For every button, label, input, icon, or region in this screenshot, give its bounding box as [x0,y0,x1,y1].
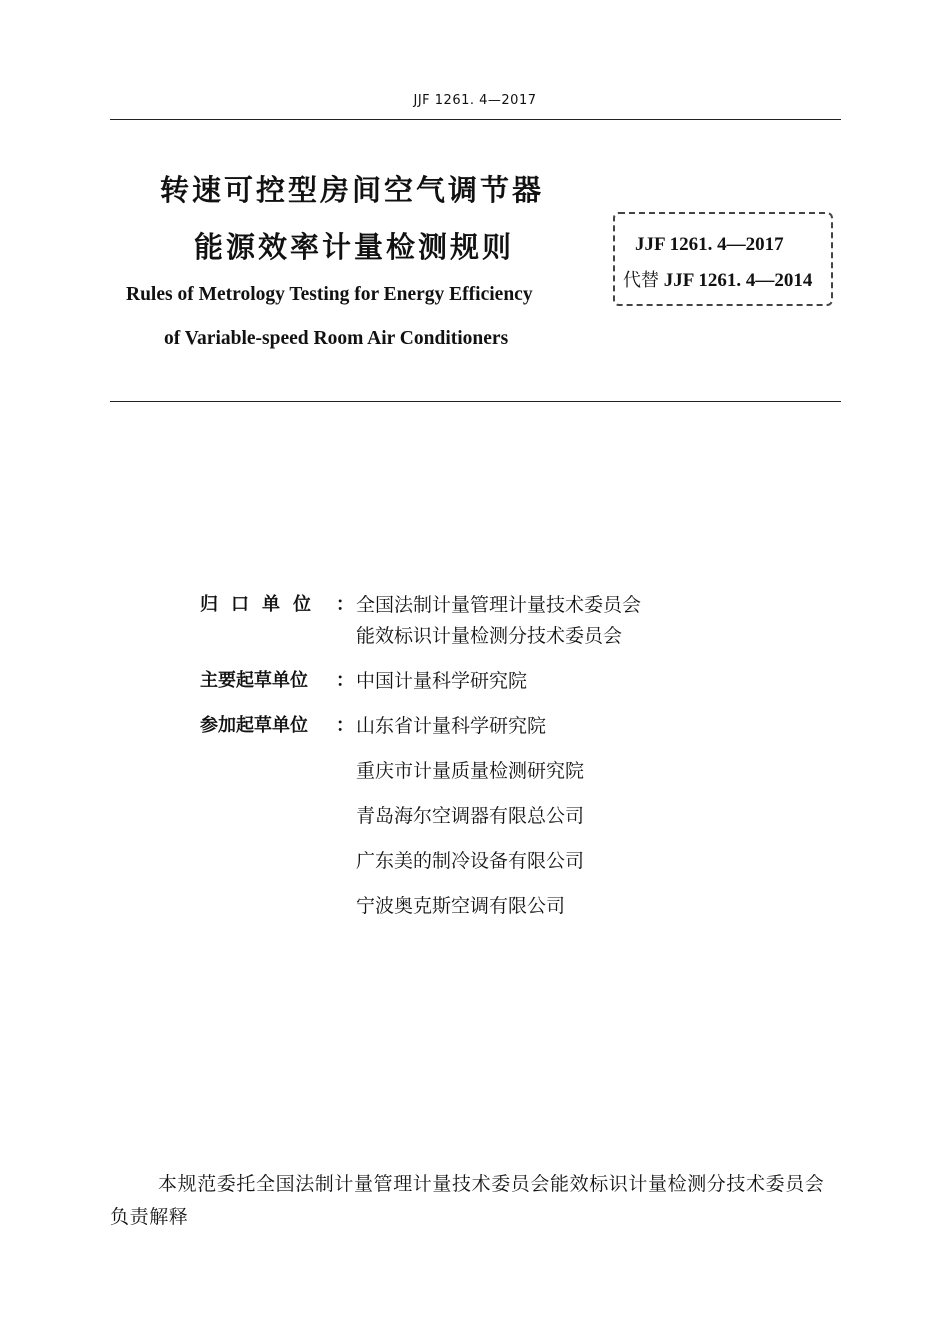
centralized-unit-value: 全国法制计量管理计量技术委员会 [356,594,642,616]
participating-unit-value: 山东省计量科学研究院 [356,715,547,737]
main-drafting-unit-value: 中国计量科学研究院 [356,670,528,692]
title-english-line-2: of Variable-speed Room Air Conditioners [164,328,509,349]
label-colon: ： [336,670,354,691]
participating-unit-value: 宁波奥克斯空调有限公司 [356,895,566,917]
replaces-prefix: 代替 [623,270,659,291]
main-drafting-unit-label: 主要起草单位 [200,670,308,691]
participating-drafting-unit-label: 参加起草单位 [200,715,308,736]
header-standard-code: JJF 1261. 4—2017 [413,93,537,108]
centralized-unit-label: 归口单位 [200,594,324,615]
label-colon: ： [336,715,354,736]
standard-code-box [613,212,833,306]
participating-unit-value: 广东美的制冷设备有限公司 [356,850,585,872]
replaced-code: JJF 1261. 4—2014 [663,270,813,291]
standard-code: JJF 1261. 4—2017 [635,234,784,255]
title-chinese-line-2: 能源效率计量检测规则 [194,230,515,264]
label-colon: ： [336,594,354,615]
participating-unit-value: 青岛海尔空调器有限总公司 [356,805,585,827]
title-chinese-line-1: 转速可控型房间空气调节器 [160,173,545,207]
header-rule [110,119,841,120]
title-bottom-rule [110,401,841,402]
replaces-code-line [623,266,812,292]
centralized-unit-value: 能效标识计量检测分技术委员会 [356,625,623,647]
participating-unit-value: 重庆市计量质量检测研究院 [356,760,585,782]
interpretation-note: 本规范委托全国法制计量管理计量技术委员会能效标识计量检测分技术委员会负责解释 [110,1173,825,1228]
title-english-line-1: Rules of Metrology Testing for Energy Efficiency [126,284,533,305]
